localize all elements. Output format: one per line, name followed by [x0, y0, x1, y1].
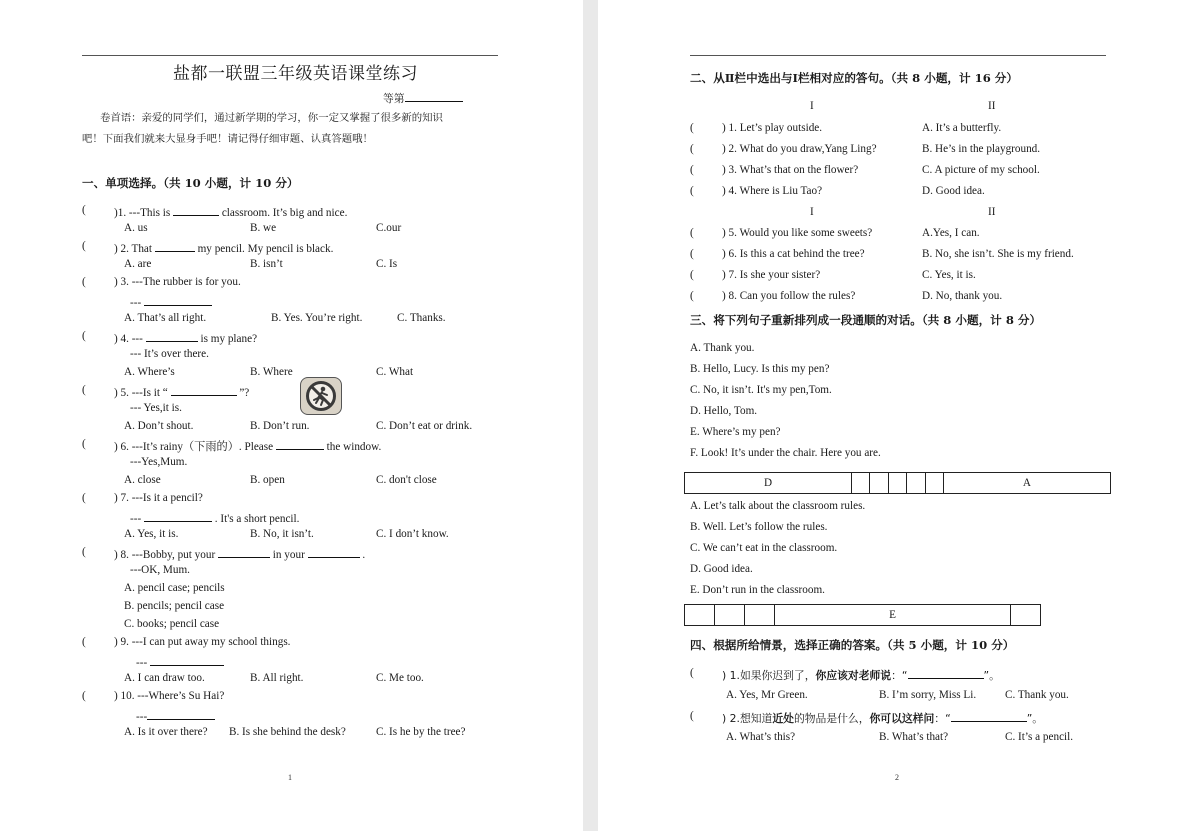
- m5-question: ) 5. Would you like some sweets?: [722, 227, 873, 239]
- q8-option-a: A. pencil case; pencils: [124, 582, 225, 594]
- section-4-heading: 四、根据所给情景，选择正确的答案。（共 5 小题，计 10 分）: [690, 638, 1015, 652]
- dialogue1-line: A. Thank you.: [690, 342, 755, 354]
- answer-cell[interactable]: [745, 605, 775, 626]
- dialogue1-line: B. Hello, Lucy. Is this my pen?: [690, 363, 830, 375]
- m6-answer: B. No, she isn’t. She is my friend.: [922, 248, 1074, 260]
- q3-blank[interactable]: [144, 294, 212, 306]
- m3-question: ) 3. What’s that on the flower?: [722, 164, 859, 176]
- q9-paren: (: [82, 636, 86, 648]
- q7-option-a: A. Yes, it is.: [124, 528, 179, 540]
- q3-response: ---: [130, 294, 212, 310]
- q5-option-a: A. Don’t shout.: [124, 420, 194, 432]
- q3-option-a: A. That’s all right.: [124, 312, 207, 324]
- s2-paren: (: [690, 710, 694, 722]
- q10-response: ---: [136, 708, 215, 724]
- q1-stem: )1. ---This is classroom. It’s big and nice.: [114, 204, 347, 220]
- q9-option-a: A. I can draw too.: [124, 672, 205, 684]
- dialogue1-line: C. No, it isn’t. It's my pen,Tom.: [690, 384, 832, 396]
- q6-stem: ) 6. ---It’s rainy（下雨的）. Please the window.: [114, 438, 381, 454]
- q8-blank-1[interactable]: [218, 546, 270, 558]
- answer-cell[interactable]: [685, 605, 715, 626]
- s1-stem: ) 1.如果你迟到了，你应该对老师说：“ ”。: [722, 669, 1000, 682]
- header-rule: [82, 55, 498, 56]
- q1-option-b: B. we: [250, 222, 277, 234]
- s2-option-c: C. It’s a pencil.: [1005, 731, 1074, 743]
- m6-paren: (: [690, 248, 694, 260]
- q4-paren: (: [82, 330, 86, 342]
- s1-option-c: C. Thank you.: [1005, 689, 1069, 701]
- intro-line-2: 吧！下面我们就来大显身手吧！请记得仔细审题、认真答题哦！: [82, 133, 373, 145]
- s2-option-b: B. What’s that?: [879, 731, 949, 743]
- grade-blank[interactable]: [405, 90, 463, 102]
- m4-paren: (: [690, 185, 694, 197]
- q4-option-b: B. Where: [250, 366, 293, 378]
- header-rule: [690, 55, 1106, 56]
- m5-answer: A.Yes, I can.: [922, 227, 980, 239]
- answer-cell[interactable]: [907, 473, 925, 494]
- q5-response: --- Yes,it is.: [130, 402, 182, 414]
- q7-blank[interactable]: [144, 510, 212, 522]
- q1-paren: (: [82, 204, 86, 216]
- q5-option-b: B. Don’t run.: [250, 420, 310, 432]
- q3-stem: ) 3. ---The rubber is for you.: [114, 276, 241, 288]
- q5-blank[interactable]: [171, 384, 237, 396]
- m4-answer: D. Good idea.: [922, 185, 985, 197]
- m7-paren: (: [690, 269, 694, 281]
- m8-answer: D. No, thank you.: [922, 290, 1003, 302]
- q6-paren: (: [82, 438, 86, 450]
- q9-stem: ) 9. ---I can put away my school things.: [114, 636, 291, 648]
- m2-paren: (: [690, 143, 694, 155]
- q3-option-b: B. Yes. You’re right.: [271, 312, 363, 324]
- column-1-header-b: I: [810, 206, 814, 218]
- m1-question: ) 1. Let’s play outside.: [722, 122, 823, 134]
- m8-paren: (: [690, 290, 694, 302]
- q9-response: ---: [136, 654, 224, 670]
- column-2-header-b: II: [988, 206, 996, 218]
- s1-option-b: B. I’m sorry, Miss Li.: [879, 689, 977, 701]
- answer-cell[interactable]: [1010, 605, 1040, 626]
- q4-blank[interactable]: [146, 330, 198, 342]
- section-2-heading: 二、从Ⅱ栏中选出与Ⅰ栏相对应的答句。（共 8 小题，计 16 分）: [690, 71, 1018, 85]
- answer-cell[interactable]: [715, 605, 745, 626]
- q10-option-b: B. Is she behind the desk?: [229, 726, 346, 738]
- q7-option-c: C. I don’t know.: [376, 528, 449, 540]
- m1-paren: (: [690, 122, 694, 134]
- q1-option-a: A. us: [124, 222, 148, 234]
- q2-blank[interactable]: [155, 240, 195, 252]
- m3-answer: C. A picture of my school.: [922, 164, 1040, 176]
- q2-paren: (: [82, 240, 86, 252]
- q6-option-a: A. close: [124, 474, 161, 486]
- m5-paren: (: [690, 227, 694, 239]
- q8-stem: ) 8. ---Bobby, put your in your .: [114, 546, 365, 562]
- dialogue2-line: D. Good idea.: [690, 563, 753, 575]
- m2-question: ) 2. What do you draw,Yang Ling?: [722, 143, 877, 155]
- dialogue1-line: D. Hello, Tom.: [690, 405, 758, 417]
- answer-cell[interactable]: [888, 473, 906, 494]
- page-title: 盐都一联盟三年级英语课堂练习: [173, 64, 418, 83]
- q8-response: ---OK, Mum.: [130, 564, 190, 576]
- column-1-header: I: [810, 100, 814, 112]
- m7-answer: C. Yes, it is.: [922, 269, 976, 281]
- m7-question: ) 7. Is she your sister?: [722, 269, 821, 281]
- q10-option-a: A. Is it over there?: [124, 726, 208, 738]
- q8-paren: (: [82, 546, 86, 558]
- dialogue2-line: C. We can’t eat in the classroom.: [690, 542, 838, 554]
- page-2: [598, 0, 1197, 831]
- m1-answer: A. It’s a butterfly.: [922, 122, 1002, 134]
- section-3-heading: 三、将下列句子重新排列成一段通顺的对话。（共 8 小题，计 8 分）: [690, 313, 1042, 327]
- q8-option-b: B. pencils; pencil case: [124, 600, 225, 612]
- answer-cell[interactable]: E: [775, 605, 1011, 626]
- answer-table-2: [684, 604, 1041, 626]
- q2-option-c: C. Is: [376, 258, 398, 270]
- dialogue2-line: B. Well. Let’s follow the rules.: [690, 521, 828, 533]
- dialogue2-line: E. Don’t run in the classroom.: [690, 584, 825, 596]
- q7-option-b: B. No, it isn’t.: [250, 528, 314, 540]
- q2-stem: ) 2. That my pencil. My pencil is black.: [114, 240, 333, 256]
- q2-option-b: B. isn’t: [250, 258, 283, 270]
- answer-cell[interactable]: [870, 473, 888, 494]
- q6-response: ---Yes,Mum.: [130, 456, 188, 468]
- page-number-1: 1: [288, 773, 292, 782]
- q3-paren: (: [82, 276, 86, 288]
- m8-question: ) 8. Can you follow the rules?: [722, 290, 856, 302]
- dialogue1-line: F. Look! It’s under the chair. Here you are.: [690, 447, 881, 459]
- column-2-header: II: [988, 100, 996, 112]
- q1-option-c: C.our: [376, 222, 402, 234]
- grade-label: 等第: [383, 92, 405, 105]
- q6-option-c: C. don't close: [376, 474, 437, 486]
- q5-stem: ) 5. ---Is it “ ”?: [114, 384, 249, 400]
- answer-table-1: [684, 472, 1111, 494]
- answer-cell[interactable]: [925, 473, 943, 494]
- q7-paren: (: [82, 492, 86, 504]
- q7-stem: ) 7. ---Is it a pencil?: [114, 492, 203, 504]
- q10-option-c: C. Is he by the tree?: [376, 726, 466, 738]
- q10-stem: ) 10. ---Where’s Su Hai?: [114, 690, 225, 702]
- q10-blank[interactable]: [147, 708, 215, 720]
- q4-response: --- It’s over there.: [130, 348, 209, 360]
- s2-blank[interactable]: [951, 710, 1027, 722]
- q5-paren: (: [82, 384, 86, 396]
- s2-stem: ) 2.想知道近处的物品是什么，你可以这样问：“ ”。: [722, 712, 1044, 725]
- m4-question: ) 4. Where is Liu Tao?: [722, 185, 823, 197]
- m2-answer: B. He’s in the playground.: [922, 143, 1041, 155]
- q3-option-c: C. Thanks.: [397, 312, 446, 324]
- intro-line-1: 卷首语：亲爱的同学们，通过新学期的学习，你一定又掌握了很多新的知识: [100, 112, 443, 124]
- page-number-2: 2: [895, 773, 899, 782]
- s1-paren: (: [690, 667, 694, 679]
- no-running-sign-icon: [300, 377, 342, 415]
- s1-option-a: A. Yes, Mr Green.: [726, 689, 808, 701]
- section-1-heading: 一、单项选择。（共 10 小题，计 10 分）: [82, 176, 299, 190]
- q10-paren: (: [82, 690, 86, 702]
- q4-option-a: A. Where’s: [124, 366, 175, 378]
- m3-paren: (: [690, 164, 694, 176]
- q9-blank[interactable]: [150, 654, 224, 666]
- page-1: [0, 0, 583, 831]
- q1-blank[interactable]: [173, 204, 219, 216]
- q2-option-a: A. are: [124, 258, 152, 270]
- answer-cell[interactable]: A: [943, 473, 1110, 494]
- q9-option-b: B. All right.: [250, 672, 304, 684]
- q8-option-c: C. books; pencil case: [124, 618, 220, 630]
- q6-option-b: B. open: [250, 474, 285, 486]
- s2-option-a: A. What’s this?: [726, 731, 796, 743]
- q4-option-c: C. What: [376, 366, 414, 378]
- dialogue1-line: E. Where’s my pen?: [690, 426, 781, 438]
- q9-option-c: C. Me too.: [376, 672, 424, 684]
- answer-cell[interactable]: [852, 473, 870, 494]
- q8-blank-2[interactable]: [308, 546, 360, 558]
- q5-option-c: C. Don’t eat or drink.: [376, 420, 473, 432]
- s1-blank[interactable]: [908, 667, 984, 679]
- answer-cell[interactable]: D: [685, 473, 852, 494]
- m6-question: ) 6. Is this a cat behind the tree?: [722, 248, 865, 260]
- q6-blank[interactable]: [276, 438, 324, 450]
- q7-response: --- . It's a short pencil.: [130, 510, 299, 526]
- q4-stem: ) 4. --- is my plane?: [114, 330, 257, 346]
- grade-field: [383, 90, 463, 105]
- dialogue2-line: A. Let’s talk about the classroom rules.: [690, 500, 866, 512]
